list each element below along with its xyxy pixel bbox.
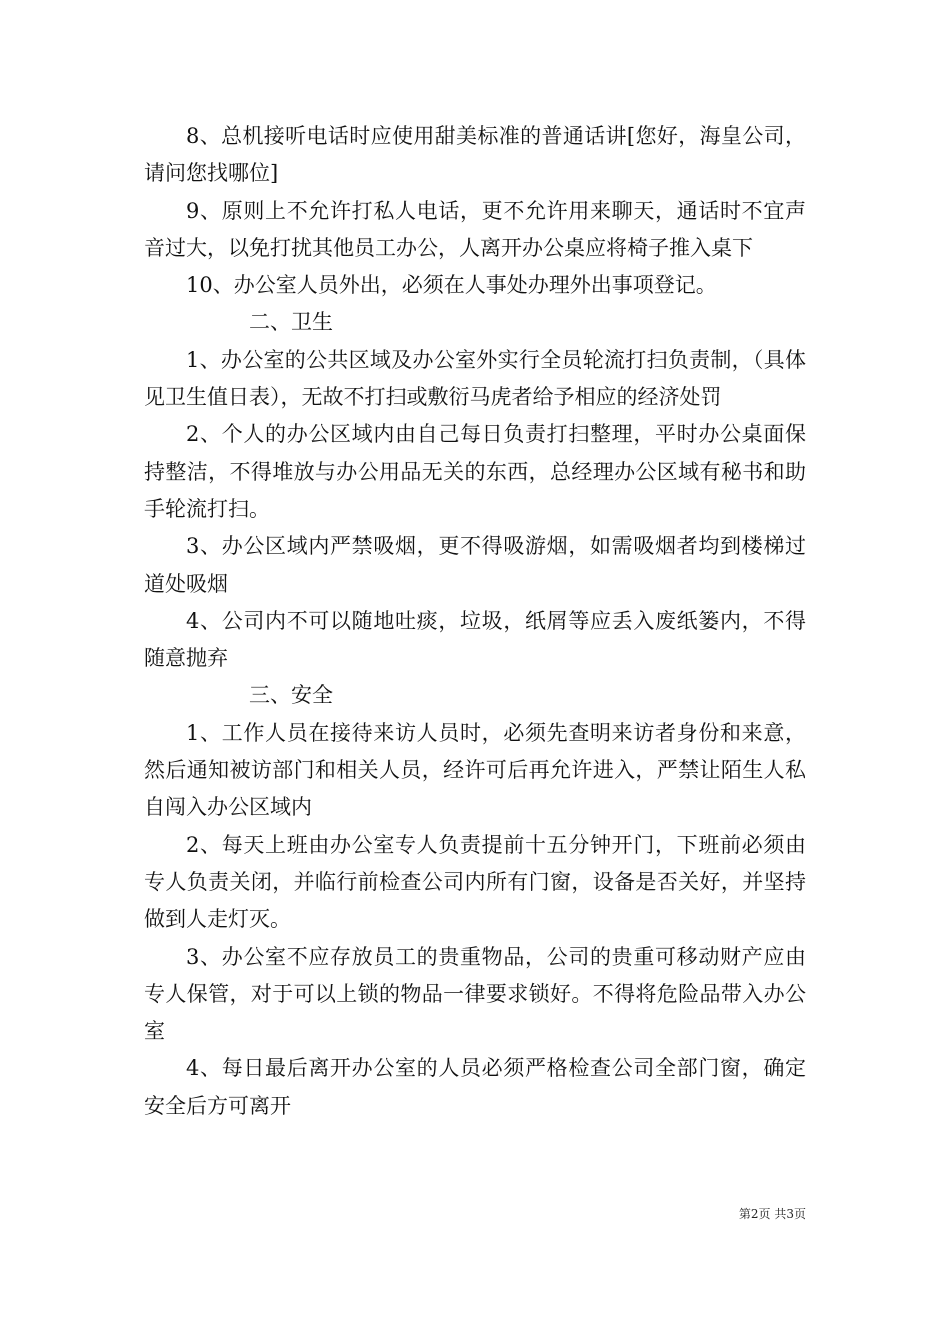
paragraph-item-8: 8、总机接听电话时应使用甜美标准的普通话讲[您好，海皇公司，请问您找哪位] xyxy=(144,124,806,186)
paragraph-hygiene-1: 1、办公室的公共区域及办公室外实行全员轮流打扫负责制，（具体见卫生值日表），无故不打扫或敷衍马虎者给予相应的经济处罚 xyxy=(144,347,806,410)
paragraph-safety-2: 2、每天上班由办公室专人负责提前十五分钟开门，下班前必须由专人负责关闭，并临行前检查公司内所有门窗，设备是否关好，并坚持做到人走灯灭。 xyxy=(144,832,806,932)
paragraph-safety-4: 4、每日最后离开办公室的人员必须严格检查公司全部门窗，确定安全后方可离开 xyxy=(144,1056,806,1118)
paragraph-safety-1: 1、工作人员在接待来访人员时，必须先查明来访者身份和来意，然后通知被访部门和相关人员，经许可后再允许进入，严禁让陌生人私自闯入办公区域内 xyxy=(144,720,806,820)
paragraph-hygiene-4: 4、公司内不可以随地吐痰，垃圾，纸屑等应丢入废纸篓内，不得随意抛弃 xyxy=(144,608,806,671)
paragraph-item-10: 10、办公室人员外出，必须在人事处办理外出事项登记。 xyxy=(186,273,717,298)
document-body xyxy=(144,118,806,1125)
paragraph-safety-3: 3、办公室不应存放员工的贵重物品，公司的贵重可移动财产应由专人保管，对于可以上锁的物品一律要求锁好。不得将危险品带入办公室 xyxy=(144,944,806,1044)
section-heading-safety: 三、安全 xyxy=(249,683,333,708)
section-heading-hygiene: 二、卫生 xyxy=(249,310,333,335)
paragraph-hygiene-3: 3、办公区域内严禁吸烟，更不得吸游烟，如需吸烟者均到楼梯过道处吸烟 xyxy=(144,534,806,596)
page-number-footer: 第2页 共3页 xyxy=(738,1207,806,1221)
paragraph-item-9: 9、原则上不允许打私人电话，更不允许用来聊天，通话时不宜声音过大，以免打扰其他员工办公，人离开办公桌应将椅子推入桌下 xyxy=(144,198,806,260)
paragraph-hygiene-2: 2、个人的办公区域内由自己每日负责打扫整理，平时办公桌面保持整洁，不得堆放与办公用品无关的东西，总经理办公区域有秘书和助手轮流打扫。 xyxy=(144,422,806,521)
